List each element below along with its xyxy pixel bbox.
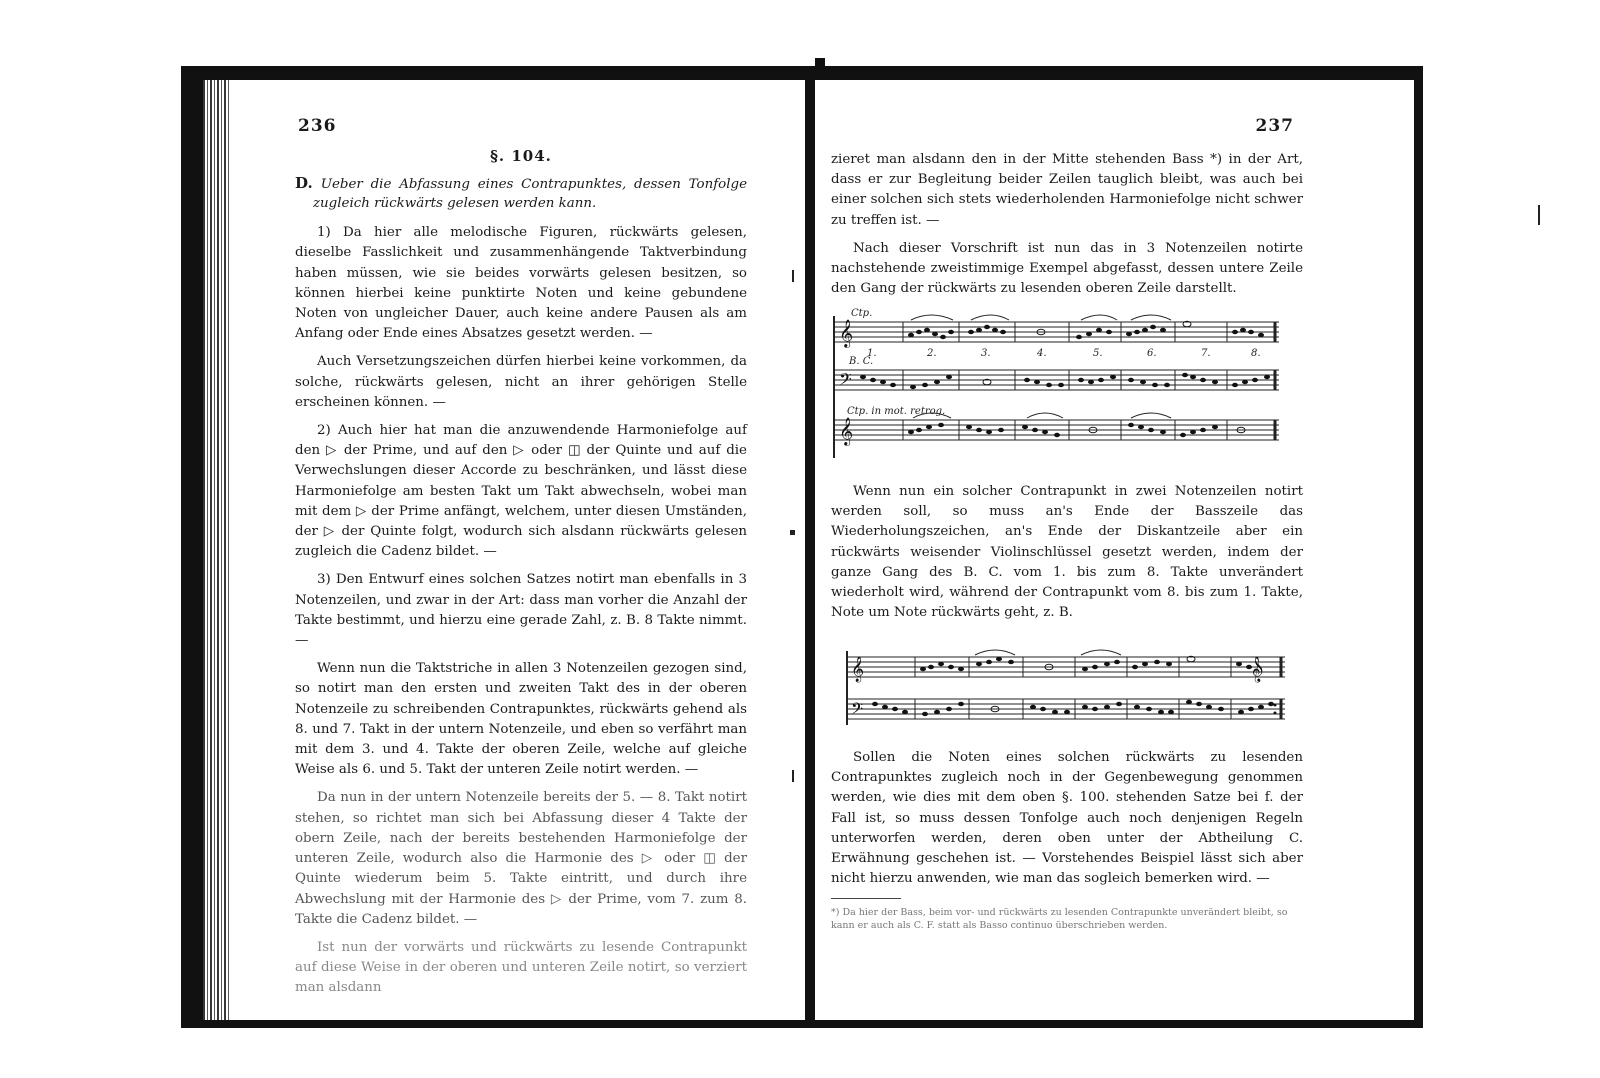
paragraph: 1) Da hier alle melodische Figuren, rückwärts gelesen, dieselbe Fasslichkeit und zusammenhängende Taktverbindung haben müssen, wie sie beides vorwärts gelesen besitzen, so können hierbei keine punktirte Noten und keine gebundene Noten von ungleicher Dauer, auch keine andere Pausen als am Anfang oder Ende eines Absatzes gesetzt werden. —: [295, 225, 747, 342]
paragraph: 2) Auch hier hat man die anzuwendende Harmoniefolge auf den ▷ der Prime, und auf den ▷ oder ◫ der Quinte und auf die Verwechslungen dieser Accorde zu beschränken, und lässt diese Harmoniefolge am besten Takt um Takt abwechseln, wobei man mit dem ▷ der Prime anfängt, welchem, unter diesen Umständen, der ▷ der Quinte folgt, wodurch sich alsdann rückwärts gelesen zugleich die Cadenz bildet. —: [295, 423, 747, 560]
right-text-top: [831, 150, 1303, 307]
left-text-block: [295, 146, 747, 1007]
measure-number: 8.: [1251, 348, 1261, 359]
page-number-right: 237: [1255, 116, 1294, 136]
treble-clef-icon: 𝄞: [839, 417, 854, 445]
staff-bass: [834, 370, 1279, 390]
bookmark-notch: [815, 58, 825, 80]
reversed-treble-clef-icon: 𝄞: [1251, 657, 1265, 682]
scan-mark: [792, 770, 794, 782]
staff-counterpoint: [834, 322, 1279, 342]
music-example-two-staves: [845, 645, 1295, 735]
paragraph: Da nun in der untern Notenzeile bereits der 5. — 8. Takt notirt stehen, so richtet man sich bei Abfassung dieser 4 Takte der obern Zeile, nach der bereits bestehenden Harmoniefolge der unteren Zeile, wodurch also die Harmonie des ▷ oder ◫ der Quinte wiederum beim 5. Takte eintritt, und durch ihre Abwechslung mit der Harmonie des ▷ der Prime, vom 7. zum 8. Takte die Cadenz bildet. —: [295, 790, 747, 927]
section-number: §. 104.: [490, 147, 552, 165]
measure-number: 6.: [1147, 348, 1157, 359]
music-example-three-staves: [831, 308, 1301, 468]
paragraph: Wenn nun ein solcher Contrapunkt in zwei Notenzeilen notirt werden soll, so muss an's Ende der Basszeile das Wiederholungszeichen, an's Ende der Diskantzeile aber ein rückwärts weisender Violinschlüssel gesetzt werden, indem der ganze Gang des B. C. vom 1. bis zum 8. Takte unverändert wiederholt wird, während der Contrapunkt vom 8. bis zum 1. Takte, Note um Note rückwärts geht, z. B.: [831, 484, 1303, 621]
measure-number: 7.: [1201, 348, 1211, 359]
right-text-middle: [831, 482, 1303, 631]
paragraph: 3) Den Entwurf eines solchen Satzes notirt man ebenfalls in 3 Notenzeilen, und zwar in der Art: dass man vorher die Anzahl der Takte bestimmt, und hierzu eine gerade Zahl, z. B. 8 Takte nimmt. —: [295, 572, 747, 649]
footnote: *) Da hier der Bass, beim vor- und rückwärts zu lesenden Contrapunkte unverändert bleibt, so kann er auch als C. F. statt als Basso continuo überschrieben werden.: [831, 907, 1288, 931]
right-text-bottom: [831, 748, 1303, 897]
scan-mark: [790, 530, 795, 535]
paragraph: zieret man alsdann den in der Mitte stehenden Bass *) in der Art, dass er zur Begleitung beider Zeilen tauglich bleibt, was auch bei einer solchen sich stets wiederholenden Harmoniefolge nicht schwer zu treffen ist. —: [831, 152, 1303, 228]
paragraph: Sollen die Noten eines solchen rückwärts zu lesenden Contrapunktes zugleich noch in der Gegenbewegung genommen werden, wie dies mit dem oben §. 100. stehenden Satze bei f. der Fall ist, so muss dessen Tonfolge auch noch denjenigen Regeln unterworfen werden, deren oben unter der Abtheilung C. Erwähnung geschehen ist. — Vorstehendes Beispiel lässt sich aber nicht hierzu anwenden, wie man das sogleich bemerken wird. —: [831, 750, 1303, 887]
right-page: [815, 80, 1414, 1020]
paragraph: Auch Versetzungszeichen dürfen hierbei keine vorkommen, da solche, rückwärts gelesen, nicht an ihrer gehörigen Stelle erscheinen können. —: [295, 354, 747, 410]
paragraph: Ist nun der vorwärts und rückwärts zu lesende Contrapunkt auf diese Weise in der oberen und unteren Zeile notirt, so verziert man alsdann: [295, 939, 747, 996]
footnote-rule: [831, 898, 901, 899]
paragraph: Wenn nun die Taktstriche in allen 3 Notenzeilen gezogen sind, so notirt man den ersten und zweiten Takt des in der oberen Notenzeile zu schreibenden Contrapunktes, rückwärts gehend als 8. und 7. Takt in der untern Notenzeile, und eben so verfährt man mit dem 3. und 4. Takte der oberen Zeile, welche auf gleiche Weise als 6. und 5. Takt der unteren Zeile notirt werden. —: [295, 661, 747, 778]
scan-mark: [1538, 205, 1540, 225]
measure-number: 5.: [1093, 348, 1103, 359]
book-gutter: [805, 78, 815, 1023]
label-retrograde: Ctp. in mot. retrog.: [847, 406, 946, 417]
measure-number: 2.: [927, 348, 937, 359]
page-number-left: 236: [298, 116, 337, 136]
heading-text: Ueber die Abfassung eines Contrapunktes, dessen Tonfolge zugleich rückwärts gelesen werden kann.: [313, 177, 747, 212]
measure-number: 3.: [981, 348, 991, 359]
section-heading: [295, 174, 747, 213]
scan-mark: [792, 270, 794, 282]
left-page: [203, 80, 806, 1020]
label-counterpoint: Ctp.: [851, 308, 873, 319]
treble-clef-icon: 𝄞: [839, 319, 854, 347]
measure-number: 4.: [1037, 348, 1047, 359]
heading-letter: D.: [295, 174, 313, 193]
label-basso-continuo: B. C.: [849, 356, 874, 367]
bass-clef-icon: 𝄢: [839, 369, 852, 393]
bass-clef-icon: 𝄢: [851, 700, 864, 722]
paragraph: Nach dieser Vorschrift ist nun das in 3 Notenzeilen notirte nachstehende zweistimmige Exempel abgefasst, dessen untere Zeile den Gang der rückwärts zu lesenden oberen Zeile darstellt.: [831, 240, 1303, 297]
page-stack-edge: [203, 80, 229, 1020]
treble-clef-icon: 𝄞: [851, 657, 865, 682]
measure-number: 1.: [867, 348, 877, 359]
